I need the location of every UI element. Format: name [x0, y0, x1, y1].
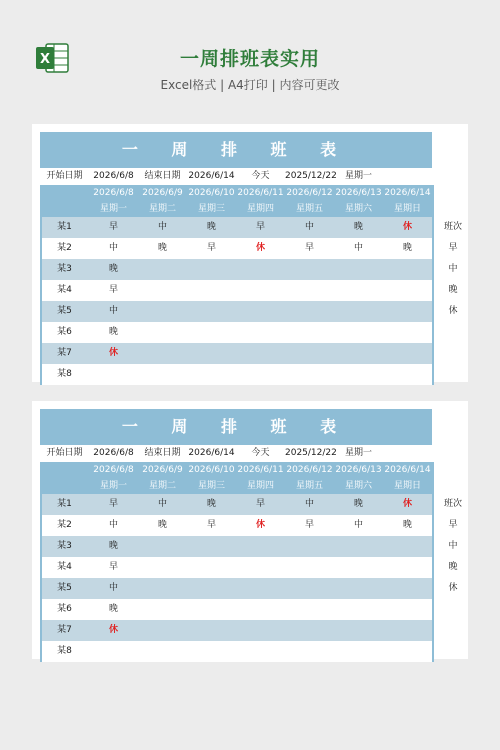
name-cell: 某3 — [57, 541, 72, 551]
shift-cell[interactable]: 休 — [108, 348, 118, 358]
shift-cell[interactable] — [187, 280, 236, 301]
shift-cell[interactable] — [334, 641, 383, 662]
shift-cell[interactable]: 早 — [108, 285, 118, 295]
weekday-cell: 星期日 — [393, 204, 421, 214]
shift-cell[interactable] — [285, 322, 334, 343]
weekday-cell: 星期二 — [148, 481, 176, 491]
grid-border — [40, 462, 42, 662]
name-cell: 某7 — [57, 625, 72, 635]
shift-cell[interactable] — [383, 301, 432, 322]
grid-border — [40, 185, 42, 385]
shift-cell[interactable]: 晚 — [157, 243, 167, 253]
info-cell: 开始日期 — [46, 448, 83, 458]
shift-cell[interactable]: 中 — [108, 243, 118, 253]
shift-cell[interactable] — [236, 301, 285, 322]
schedule-card-2 — [32, 401, 468, 659]
name-cell: 某4 — [57, 562, 72, 572]
info-cell: 开始日期 — [46, 171, 83, 181]
date-cell: 2026/6/12 — [286, 188, 333, 198]
shift-cell[interactable] — [187, 343, 236, 364]
shift-cell[interactable] — [285, 259, 334, 280]
shift-cell[interactable] — [187, 599, 236, 620]
shift-cell[interactable] — [383, 364, 432, 385]
shift-cell[interactable]: 晚 — [157, 520, 167, 530]
shift-cell[interactable]: 晚 — [108, 604, 118, 614]
shift-cell[interactable]: 中 — [353, 243, 363, 253]
shift-cell[interactable]: 晚 — [353, 499, 363, 509]
shift-cell[interactable] — [383, 259, 432, 280]
shift-cell[interactable]: 早 — [206, 243, 216, 253]
shift-cell[interactable] — [285, 301, 334, 322]
shift-cell[interactable] — [138, 364, 187, 385]
shift-cell[interactable]: 早 — [255, 499, 265, 509]
shift-cell[interactable] — [236, 536, 285, 557]
grid-border — [432, 462, 434, 662]
shift-cell[interactable] — [285, 620, 334, 641]
legend-item: 中 — [448, 264, 458, 274]
shift-cell[interactable]: 早 — [108, 222, 118, 232]
table-row — [40, 557, 432, 578]
shift-cell[interactable] — [383, 578, 432, 599]
shift-cell[interactable] — [383, 557, 432, 578]
weekday-cell: 星期六 — [344, 481, 372, 491]
shift-cell[interactable] — [236, 578, 285, 599]
shift-cell[interactable] — [236, 641, 285, 662]
date-cell: 2026/6/14 — [384, 188, 431, 198]
shift-cell[interactable] — [285, 578, 334, 599]
name-cell: 某5 — [57, 583, 72, 593]
weekday-header-row — [40, 201, 432, 217]
shift-cell[interactable] — [89, 641, 138, 662]
name-cell: 某7 — [57, 348, 72, 358]
name-cell: 某6 — [57, 604, 72, 614]
shift-cell[interactable] — [187, 620, 236, 641]
shift-cell[interactable] — [89, 364, 138, 385]
schedule-card-1 — [32, 124, 468, 382]
legend-item: 休 — [448, 583, 458, 593]
shift-cell[interactable]: 晚 — [108, 264, 118, 274]
shift-cell[interactable] — [138, 641, 187, 662]
weekday-cell: 星期一 — [99, 481, 127, 491]
table-row — [40, 536, 432, 557]
shift-cell[interactable] — [187, 259, 236, 280]
legend-title: 班次 — [443, 499, 462, 509]
shift-cell[interactable] — [334, 364, 383, 385]
date-cell: 2026/6/12 — [286, 465, 333, 475]
info-cell: 星期一 — [344, 448, 372, 458]
info-cell: 星期一 — [344, 171, 372, 181]
date-cell: 2026/6/9 — [142, 188, 183, 198]
shift-cell[interactable] — [236, 364, 285, 385]
legend-item: 晚 — [448, 285, 458, 295]
page-subtitle: Excel格式 | A4打印 | 内容可更改 — [160, 78, 340, 92]
weekday-cell: 星期二 — [148, 204, 176, 214]
table-row — [40, 641, 432, 662]
shift-cell[interactable] — [383, 343, 432, 364]
shift-cell[interactable] — [285, 343, 334, 364]
shift-cell[interactable] — [236, 599, 285, 620]
shift-cell[interactable] — [334, 280, 383, 301]
info-cell: 2025/12/22 — [285, 448, 337, 458]
shift-cell[interactable] — [187, 364, 236, 385]
shift-cell[interactable] — [334, 301, 383, 322]
info-cell[interactable]: 2026/6/8 — [93, 448, 134, 458]
shift-cell[interactable] — [383, 620, 432, 641]
date-header-row — [40, 462, 432, 478]
date-info-row — [40, 445, 432, 462]
schedule-body — [40, 494, 466, 662]
legend-title: 班次 — [443, 222, 462, 232]
name-cell: 某2 — [57, 243, 72, 253]
table-row — [40, 515, 432, 536]
date-info-row — [40, 168, 432, 185]
shift-cell[interactable]: 中 — [304, 499, 314, 509]
shift-cell[interactable] — [236, 280, 285, 301]
shift-cell[interactable] — [285, 364, 334, 385]
shift-cell[interactable] — [138, 322, 187, 343]
shift-cell[interactable]: 休 — [255, 243, 265, 253]
shift-cell[interactable]: 中 — [304, 222, 314, 232]
shift-cell[interactable] — [334, 557, 383, 578]
shift-cell[interactable] — [236, 343, 285, 364]
shift-cell[interactable] — [334, 343, 383, 364]
shift-cell[interactable]: 晚 — [402, 520, 412, 530]
legend-item: 早 — [448, 520, 458, 530]
shift-cell[interactable] — [285, 557, 334, 578]
legend-item: 中 — [448, 541, 458, 551]
shift-cell[interactable]: 休 — [402, 499, 412, 509]
legend-item: 晚 — [448, 562, 458, 572]
shift-cell[interactable] — [138, 301, 187, 322]
date-cell: 2026/6/11 — [237, 188, 284, 198]
shift-cell[interactable]: 早 — [304, 243, 314, 253]
schedule-grid — [40, 462, 466, 662]
weekday-cell: 星期四 — [246, 204, 274, 214]
shift-cell[interactable] — [187, 641, 236, 662]
grid-border — [432, 185, 434, 385]
table-row — [40, 259, 432, 280]
name-cell: 某6 — [57, 327, 72, 337]
shift-cell[interactable] — [334, 536, 383, 557]
table-row — [40, 301, 432, 322]
shift-cell[interactable] — [138, 536, 187, 557]
info-cell: 结束日期 — [144, 171, 181, 181]
weekday-cell: 星期六 — [344, 204, 372, 214]
shift-cell[interactable] — [383, 641, 432, 662]
weekday-cell: 星期三 — [197, 204, 225, 214]
shift-cell[interactable] — [383, 322, 432, 343]
info-cell: 今天 — [251, 171, 270, 181]
schedule-sheet — [40, 132, 466, 385]
name-cell: 某3 — [57, 264, 72, 274]
info-cell: 2026/6/14 — [188, 448, 235, 458]
weekday-header-row — [40, 478, 432, 494]
shift-cell[interactable]: 休 — [255, 520, 265, 530]
shift-cell[interactable] — [334, 578, 383, 599]
shift-cell[interactable]: 晚 — [108, 541, 118, 551]
info-cell: 结束日期 — [144, 448, 181, 458]
shift-cell[interactable]: 中 — [108, 520, 118, 530]
page-title: 一周排班表实用 — [179, 48, 320, 70]
name-cell: 某2 — [57, 520, 72, 530]
sheet-title: 一 周 排 班 表 — [40, 132, 432, 168]
shift-cell[interactable]: 晚 — [353, 222, 363, 232]
table-row — [40, 322, 432, 343]
shift-cell[interactable] — [187, 557, 236, 578]
name-cell: 某8 — [57, 646, 72, 656]
table-row — [40, 599, 432, 620]
table-row — [40, 364, 432, 385]
shift-cell[interactable]: 中 — [108, 306, 118, 316]
shift-cell[interactable]: 晚 — [108, 327, 118, 337]
shift-cell[interactable]: 晚 — [206, 499, 216, 509]
info-cell: 2025/12/22 — [285, 171, 337, 181]
weekday-cell: 星期日 — [393, 481, 421, 491]
info-cell: 2026/6/14 — [188, 171, 235, 181]
shift-cell[interactable]: 中 — [108, 583, 118, 593]
shift-cell[interactable]: 中 — [157, 499, 167, 509]
name-cell: 某8 — [57, 369, 72, 379]
sheet-title: 一 周 排 班 表 — [40, 409, 432, 445]
schedule-body — [40, 217, 466, 385]
weekday-cell: 星期五 — [295, 481, 323, 491]
legend-item: 休 — [448, 306, 458, 316]
table-row — [40, 494, 432, 515]
date-cell: 2026/6/8 — [93, 465, 134, 475]
shift-cell[interactable] — [285, 536, 334, 557]
name-cell: 某5 — [57, 306, 72, 316]
date-header-row — [40, 185, 432, 201]
name-cell: 某4 — [57, 285, 72, 295]
date-cell: 2026/6/11 — [237, 465, 284, 475]
shift-cell[interactable] — [187, 322, 236, 343]
table-row — [40, 343, 432, 364]
page-header — [0, 0, 500, 110]
shift-cell[interactable] — [138, 280, 187, 301]
date-cell: 2026/6/9 — [142, 465, 183, 475]
table-row — [40, 238, 432, 259]
name-cell: 某1 — [57, 222, 72, 232]
shift-cell[interactable]: 中 — [353, 520, 363, 530]
weekday-cell: 星期四 — [246, 481, 274, 491]
weekday-cell: 星期三 — [197, 481, 225, 491]
shift-cell[interactable] — [334, 599, 383, 620]
table-row — [40, 578, 432, 599]
legend-item: 早 — [448, 243, 458, 253]
shift-cell[interactable] — [334, 259, 383, 280]
date-cell: 2026/6/13 — [335, 188, 382, 198]
shift-cell[interactable] — [383, 599, 432, 620]
shift-cell[interactable] — [236, 322, 285, 343]
shift-cell[interactable] — [285, 280, 334, 301]
shift-cell[interactable] — [187, 301, 236, 322]
shift-cell[interactable]: 早 — [206, 520, 216, 530]
shift-cell[interactable] — [187, 536, 236, 557]
date-cell: 2026/6/13 — [335, 465, 382, 475]
shift-cell[interactable] — [236, 620, 285, 641]
date-cell: 2026/6/10 — [188, 188, 235, 198]
shift-cell[interactable] — [383, 536, 432, 557]
shift-cell[interactable]: 休 — [402, 222, 412, 232]
table-row — [40, 280, 432, 301]
shift-cell[interactable] — [334, 322, 383, 343]
shift-cell[interactable]: 休 — [108, 625, 118, 635]
weekday-cell: 星期五 — [295, 204, 323, 214]
shift-cell[interactable] — [383, 280, 432, 301]
shift-cell[interactable] — [138, 259, 187, 280]
shift-cell[interactable]: 中 — [157, 222, 167, 232]
shift-cell[interactable] — [236, 557, 285, 578]
table-row — [40, 620, 432, 641]
shift-cell[interactable] — [334, 620, 383, 641]
schedule-sheet — [40, 409, 466, 662]
shift-cell[interactable] — [138, 599, 187, 620]
schedule-grid — [40, 185, 466, 385]
date-cell: 2026/6/14 — [384, 465, 431, 475]
shift-cell[interactable]: 早 — [304, 520, 314, 530]
shift-cell[interactable]: 晚 — [402, 243, 412, 253]
shift-cell[interactable] — [236, 259, 285, 280]
shift-cell[interactable] — [138, 578, 187, 599]
shift-cell[interactable] — [138, 620, 187, 641]
shift-cell[interactable] — [285, 599, 334, 620]
shift-cell[interactable] — [138, 557, 187, 578]
name-cell: 某1 — [57, 499, 72, 509]
weekday-cell: 星期一 — [99, 204, 127, 214]
shift-cell[interactable]: 早 — [255, 222, 265, 232]
shift-cell[interactable] — [187, 578, 236, 599]
shift-cell[interactable]: 早 — [108, 499, 118, 509]
shift-cell[interactable]: 晚 — [206, 222, 216, 232]
svg-text:X: X — [39, 52, 51, 67]
date-cell: 2026/6/8 — [93, 188, 134, 198]
info-cell: 今天 — [251, 448, 270, 458]
date-cell: 2026/6/10 — [188, 465, 235, 475]
table-row — [40, 217, 432, 238]
shift-cell[interactable] — [285, 641, 334, 662]
info-cell[interactable]: 2026/6/8 — [93, 171, 134, 181]
shift-cell[interactable]: 早 — [108, 562, 118, 572]
shift-cell[interactable] — [138, 343, 187, 364]
